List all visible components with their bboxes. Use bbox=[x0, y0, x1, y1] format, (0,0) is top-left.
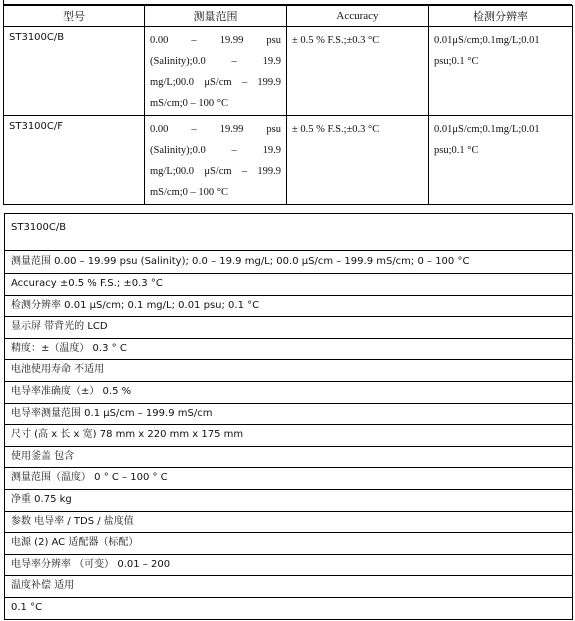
range-line: 0.00 – 19.99 psu bbox=[150, 124, 281, 135]
range-line: (Salinity);0.0 – 19.9 bbox=[150, 56, 281, 67]
spec-row-temp-precision: 精度：±（温度） 0.3 ° C bbox=[5, 339, 572, 361]
spec-row-accuracy: Accuracy ±0.5 % F.S.; ±0.3 °C bbox=[5, 274, 572, 296]
table-row bbox=[4, 27, 573, 116]
spec-row-conductivity-resolution: 电导率分辨率 （可变） 0.01 – 200 bbox=[5, 555, 572, 577]
model-cell: ST3100C/F bbox=[4, 116, 145, 205]
model-comparison-table bbox=[3, 5, 573, 205]
resolution-cell bbox=[429, 116, 573, 205]
accuracy-cell bbox=[287, 116, 429, 205]
header-model: 型号 bbox=[4, 6, 145, 27]
range-line: mg/L;00.0 μS/cm – 199.9 bbox=[150, 166, 281, 177]
resolution-line: 0.01μS/cm;0.1mg/L;0.01 bbox=[434, 124, 540, 135]
table-row bbox=[4, 116, 573, 205]
spec-row-battery-life: 电池使用寿命 不适用 bbox=[5, 360, 572, 382]
spec-title: ST3100C/B bbox=[5, 214, 572, 251]
spec-row-temp-compensation: 温度补偿 适用 bbox=[5, 576, 572, 598]
range-line: mS/cm;0 – 100 °C bbox=[150, 98, 228, 109]
spec-row-display: 显示屏 带背光的 LCD bbox=[5, 317, 572, 339]
header-resolution: 检测分辨率 bbox=[429, 6, 573, 27]
range-line: (Salinity);0.0 – 19.9 bbox=[150, 145, 281, 156]
table-header-row bbox=[4, 6, 573, 27]
resolution-line: 0.01μS/cm;0.1mg/L;0.01 bbox=[434, 35, 540, 46]
spec-row-net-weight: 净重 0.75 kg bbox=[5, 490, 572, 512]
spec-row-resolution: 检测分辨率 0.01 μS/cm; 0.1 mg/L; 0.01 psu; 0.1 °C bbox=[5, 296, 572, 318]
spec-row-power: 电源 (2) AC 适配器（标配） bbox=[5, 533, 572, 555]
spec-row-conductivity-accuracy: 电导率准确度（±） 0.5 % bbox=[5, 382, 572, 404]
spec-row-dimensions: 尺寸 (高 x 长 x 宽) 78 mm x 220 mm x 175 mm bbox=[5, 425, 572, 447]
spec-list bbox=[4, 213, 573, 620]
range-cell bbox=[145, 116, 287, 205]
accuracy-text: ± 0.5 % F.S.;±0.3 °C bbox=[292, 124, 380, 135]
spec-row-parameters: 参数 电导率 / TDS / 盐度值 bbox=[5, 512, 572, 534]
accuracy-text: ± 0.5 % F.S.;±0.3 °C bbox=[292, 35, 380, 46]
range-cell bbox=[145, 27, 287, 116]
range-line: mS/cm;0 – 100 °C bbox=[150, 187, 228, 198]
spec-row-range: 测量范围 0.00 – 19.99 psu (Salinity); 0.0 – 19.9 mg/L; 00.0 μS/cm – 199.9 mS/cm; 0 – 100 °C bbox=[5, 251, 572, 274]
spec-row-lid: 使用釜盖 包含 bbox=[5, 447, 572, 469]
resolution-cell bbox=[429, 27, 573, 116]
header-accuracy: Accuracy bbox=[287, 6, 429, 27]
accuracy-cell bbox=[287, 27, 429, 116]
range-line: mg/L;00.0 μS/cm – 199.9 bbox=[150, 77, 281, 88]
model-cell: ST3100C/B bbox=[4, 27, 145, 116]
spec-row-conductivity-range: 电导率测量范围 0.1 μS/cm – 199.9 mS/cm bbox=[5, 404, 572, 426]
range-line: 0.00 – 19.99 psu bbox=[150, 35, 281, 46]
header-range: 测量范围 bbox=[145, 6, 287, 27]
spec-row-temp-resolution: 0.1 °C bbox=[5, 598, 572, 620]
resolution-line: psu;0.1 °C bbox=[434, 145, 479, 156]
resolution-line: psu;0.1 °C bbox=[434, 56, 479, 67]
spec-row-temp-range: 测量范围（温度） 0 ° C – 100 ° C bbox=[5, 468, 572, 490]
